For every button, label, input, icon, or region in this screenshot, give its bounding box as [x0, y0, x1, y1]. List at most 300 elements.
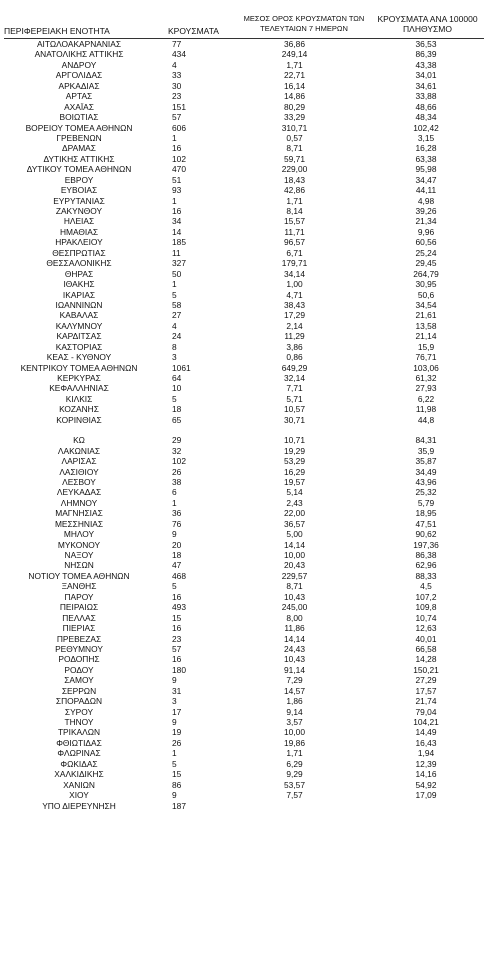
cell-avg7: 14,57	[284, 685, 305, 696]
cell-per100k: 47,51	[415, 518, 437, 529]
cell-per100k: 60,56	[415, 237, 437, 248]
cell-region: ΚΕΦΑΛΛΗΝΙΑΣ	[49, 383, 109, 394]
cell-per100k: 43,96	[415, 476, 437, 487]
cell-avg7: 91,14	[284, 664, 305, 675]
cell-per100k: 88,33	[415, 570, 437, 581]
cell-cases: 50	[172, 268, 182, 279]
cell-per100k: 16,28	[415, 143, 437, 154]
table-row	[0, 727, 487, 737]
cell-avg7: 14,14	[284, 539, 305, 550]
cell-avg7: 18,43	[284, 174, 305, 185]
cell-per100k: 44,11	[415, 185, 437, 196]
cell-per100k: 43,38	[415, 59, 437, 70]
table-row	[0, 748, 487, 758]
cell-per100k: 5,79	[417, 497, 435, 508]
cell-cases: 15	[172, 769, 182, 780]
cell-cases: 185	[172, 237, 186, 248]
table-row	[0, 227, 487, 237]
cell-cases: 17	[172, 706, 182, 717]
cell-per100k: 33,88	[415, 91, 437, 102]
cell-cases: 20	[172, 539, 182, 550]
cell-avg7: 1,71	[286, 59, 303, 70]
table-row	[0, 196, 487, 206]
cell-avg7: 10,00	[284, 727, 305, 738]
cell-avg7: 10,43	[284, 654, 305, 665]
cell-region: ΥΠΟ ΔΙΕΡΕΥΝΗΣΗ	[42, 800, 116, 811]
cell-cases: 6	[172, 487, 177, 498]
cell-per100k: 17,57	[415, 685, 437, 696]
cell-per100k: 25,24	[415, 247, 437, 258]
cell-cases: 4	[172, 59, 177, 70]
cell-region: ΚΑΡΔΙΤΣΑΣ	[56, 331, 102, 342]
cell-region: ΛΑΣΙΘΙΟΥ	[59, 466, 99, 477]
table-row	[0, 801, 487, 811]
table-row	[0, 133, 487, 143]
cell-region: ΛΑΡΙΣΑΣ	[61, 456, 97, 467]
cell-cases: 9	[172, 790, 177, 801]
cell-cases: 1	[172, 497, 177, 508]
cell-region: ΣΑΜΟΥ	[64, 675, 94, 686]
cell-per100k: 12,63	[415, 623, 437, 634]
cell-region: ΣΠΟΡΑΔΩΝ	[55, 696, 103, 707]
table-row	[0, 279, 487, 289]
cell-cases: 23	[172, 91, 182, 102]
cell-per100k: 50,6	[417, 289, 435, 300]
table-row	[0, 759, 487, 769]
cell-cases: 93	[172, 185, 182, 196]
cell-cases: 77	[172, 39, 182, 49]
cell-avg7: 9,29	[286, 769, 303, 780]
table-body	[0, 39, 487, 811]
cell-region: ΦΘΙΩΤΙΔΑΣ	[56, 737, 102, 748]
cell-per100k: 25,32	[415, 487, 437, 498]
cell-region: ΙΚΑΡΙΑΣ	[62, 289, 96, 300]
cell-per100k: 34,49	[415, 466, 437, 477]
cell-avg7: 19,57	[284, 476, 305, 487]
cell-per100k: 63,38	[415, 153, 437, 164]
cell-region: ΠΡΕΒΕΖΑΣ	[56, 633, 102, 644]
cell-region: ΣΥΡΟΥ	[64, 706, 94, 717]
cell-per100k: 264,79	[413, 268, 439, 279]
table-row	[0, 143, 487, 153]
cell-cases: 57	[172, 112, 182, 123]
cell-region: ΙΘΑΚΗΣ	[63, 279, 95, 290]
cell-avg7: 7,57	[286, 790, 303, 801]
cell-cases: 1	[172, 132, 177, 143]
cell-avg7: 14,14	[284, 633, 305, 644]
cell-avg7: 10,57	[284, 404, 305, 415]
cell-cases: 24	[172, 331, 182, 342]
cell-region: ΝΑΞΟΥ	[64, 550, 94, 560]
cell-region: ΡΟΔΟΠΗΣ	[58, 654, 100, 665]
cell-region: ΑΡΤΑΣ	[65, 91, 93, 102]
cell-avg7: 6,29	[286, 758, 303, 769]
table-row	[0, 39, 487, 49]
table-row	[0, 780, 487, 790]
table-row	[0, 550, 487, 560]
table-row	[0, 592, 487, 602]
cell-avg7: 1,71	[286, 195, 303, 206]
cell-region: ΑΝΔΡΟΥ	[61, 59, 97, 70]
cell-per100k: 104,21	[413, 717, 439, 727]
cell-per100k: 44,8	[417, 414, 435, 425]
cell-per100k: 6,22	[417, 393, 435, 404]
cell-avg7: 22,71	[284, 70, 305, 81]
cell-per100k: 79,04	[415, 706, 437, 717]
cell-cases: 58	[172, 299, 182, 310]
cell-cases: 16	[172, 143, 182, 154]
cell-region: ΠΕΛΛΑΣ	[62, 612, 96, 623]
cell-per100k: 86,38	[415, 550, 437, 560]
cell-cases: 64	[172, 373, 182, 383]
cell-avg7: 15,57	[284, 216, 305, 227]
cell-cases: 9	[172, 717, 177, 727]
cell-per100k: 36,53	[415, 39, 437, 49]
cell-per100k: 86,39	[415, 49, 437, 60]
table-row	[0, 623, 487, 633]
cell-avg7: 20,43	[284, 560, 305, 571]
cell-per100k: 61,32	[415, 373, 437, 383]
cell-cases: 3	[172, 696, 177, 707]
cell-region: ΡΟΔΟΥ	[64, 664, 94, 675]
cell-avg7: 245,00	[281, 602, 308, 613]
cell-cases: 1	[172, 279, 177, 290]
cell-avg7: 8,14	[286, 206, 303, 216]
cell-per100k: 1,94	[417, 748, 435, 759]
table-row	[0, 581, 487, 591]
cell-region: ΧΑΝΙΩΝ	[63, 779, 95, 790]
table-row	[0, 373, 487, 383]
cell-avg7: 7,29	[286, 675, 303, 686]
cell-avg7: 1,86	[286, 696, 303, 707]
cell-per100k: 48,66	[415, 101, 437, 112]
table-row	[0, 300, 487, 310]
cell-per100k: 90,62	[415, 529, 437, 540]
cell-avg7: 16,14	[284, 80, 305, 91]
cell-cases: 1	[172, 195, 177, 206]
cell-region: ΚΑΒΑΛΑΣ	[59, 310, 99, 321]
cell-cases: 14	[172, 226, 182, 237]
cell-region: ΧΑΛΚΙΔΙΚΗΣ	[54, 769, 104, 780]
cell-cases: 86	[172, 779, 182, 790]
cell-avg7: 36,57	[284, 518, 305, 529]
cell-per100k: 95,98	[415, 164, 437, 175]
table-row	[0, 49, 487, 59]
cell-per100k: 21,34	[415, 216, 437, 227]
cell-per100k: 34,61	[415, 80, 437, 91]
cell-region: ΛΕΣΒΟΥ	[62, 476, 96, 487]
cell-per100k: 17,09	[415, 790, 437, 801]
cell-avg7: 53,29	[284, 456, 305, 467]
cell-per100k: 21,61	[415, 310, 437, 321]
table-row	[0, 519, 487, 529]
cell-region: ΔΡΑΜΑΣ	[62, 143, 96, 154]
cell-region: ΝΟΤΙΟΥ ΤΟΜΕΑ ΑΘΗΝΩΝ	[28, 570, 130, 581]
cell-avg7: 32,14	[284, 373, 305, 383]
cell-avg7: 1,71	[286, 748, 303, 759]
cell-per100k: 107,2	[415, 591, 437, 602]
table-row	[0, 738, 487, 748]
table-row	[0, 154, 487, 164]
cell-avg7: 4,71	[286, 289, 303, 300]
table-row	[0, 290, 487, 300]
table-row	[0, 415, 487, 425]
table-row	[0, 206, 487, 216]
cell-per100k: 27,93	[415, 383, 437, 394]
cell-region: ΑΧΑΪΑΣ	[64, 101, 94, 112]
cell-region: ΘΕΣΣΑΛΟΝΙΚΗΣ	[46, 258, 112, 269]
table-row	[0, 404, 487, 414]
cell-avg7: 3,86	[286, 341, 303, 352]
cell-avg7: 0,86	[286, 352, 303, 363]
table-row	[0, 91, 487, 101]
cell-cases: 29	[172, 435, 182, 446]
table-row	[0, 237, 487, 247]
cell-region: ΚΟΖΑΝΗΣ	[59, 404, 99, 415]
cell-per100k: 14,28	[415, 654, 437, 665]
table-row	[0, 352, 487, 362]
table-row	[0, 331, 487, 341]
cell-per100k: 84,31	[415, 435, 437, 446]
cell-per100k: 21,14	[415, 331, 437, 342]
cell-cases: 38	[172, 476, 182, 487]
cell-avg7: 80,29	[284, 101, 305, 112]
table-row	[0, 467, 487, 477]
cell-cases: 34	[172, 216, 182, 227]
cell-avg7: 16,29	[284, 466, 305, 477]
cell-avg7: 96,57	[284, 237, 305, 248]
table-row	[0, 216, 487, 226]
table-row	[0, 383, 487, 393]
table-row	[0, 310, 487, 320]
cell-cases: 16	[172, 206, 182, 216]
cell-cases: 18	[172, 404, 182, 415]
cell-avg7: 33,29	[284, 112, 305, 123]
cell-per100k: 18,95	[415, 508, 437, 519]
cell-avg7: 5,14	[286, 487, 303, 498]
cell-cases: 5	[172, 393, 177, 404]
cell-cases: 23	[172, 633, 182, 644]
cell-cases: 493	[172, 602, 186, 613]
table-row	[0, 112, 487, 122]
cell-per100k: 13,58	[415, 320, 437, 331]
table-row	[0, 644, 487, 654]
cell-avg7: 249,14	[281, 49, 308, 60]
cell-region: ΑΙΤΩΛΟΑΚΑΡΝΑΝΙΑΣ	[36, 39, 122, 49]
cell-avg7: 1,00	[286, 279, 303, 290]
table-row	[0, 717, 487, 727]
cell-region: ΦΛΩΡΙΝΑΣ	[57, 748, 101, 759]
cell-avg7: 5,71	[286, 393, 303, 404]
cell-per100k: 10,74	[415, 612, 437, 623]
cell-cases: 1	[172, 748, 177, 759]
cell-cases: 31	[172, 685, 182, 696]
cell-avg7: 36,86	[284, 39, 305, 49]
cell-per100k: 4,98	[417, 195, 435, 206]
cell-region: ΡΕΘΥΜΝΟΥ	[55, 643, 103, 654]
cell-cases: 30	[172, 80, 182, 91]
cell-region: ΜΕΣΣΗΝΙΑΣ	[54, 518, 104, 529]
cell-region: ΤΗΝΟΥ	[64, 717, 94, 727]
table-row	[0, 248, 487, 258]
cell-cases: 9	[172, 675, 177, 686]
cell-avg7: 229,00	[281, 164, 308, 175]
cell-avg7: 229,57	[281, 570, 308, 581]
cell-avg7: 8,71	[286, 143, 303, 154]
cell-region: ΙΩΑΝΝΙΝΩΝ	[55, 299, 103, 310]
table-row	[0, 363, 487, 373]
cell-region: ΛΗΜΝΟΥ	[60, 497, 98, 508]
table-row	[0, 102, 487, 112]
cell-cases: 8	[172, 341, 177, 352]
cell-per100k: 3,15	[417, 132, 435, 143]
cell-per100k: 30,95	[415, 279, 437, 290]
table-row	[0, 540, 487, 550]
cell-avg7: 2,43	[286, 497, 303, 508]
cell-cases: 5	[172, 581, 177, 592]
cell-avg7: 8,71	[286, 581, 303, 592]
cell-region: ΠΑΡΟΥ	[64, 591, 94, 602]
header-cases: ΚΡΟΥΣΜΑΤΑ	[168, 26, 219, 36]
table-row	[0, 790, 487, 800]
cell-per100k: 62,96	[415, 560, 437, 571]
cell-region: ΔΥΤΙΚΟΥ ΤΟΜΕΑ ΑΘΗΝΩΝ	[26, 164, 132, 175]
cell-per100k: 27,29	[415, 675, 437, 686]
cell-avg7: 9,14	[286, 706, 303, 717]
table-row	[0, 487, 487, 497]
cell-avg7: 0,57	[286, 132, 303, 143]
cell-cases: 151	[172, 101, 186, 112]
cell-per100k: 21,74	[415, 696, 437, 707]
cell-cases: 32	[172, 445, 182, 456]
cell-per100k: 34,54	[415, 299, 437, 310]
cell-region: ΗΡΑΚΛΕΙΟΥ	[55, 237, 103, 248]
cell-region: ΜΗΛΟΥ	[63, 529, 95, 540]
table-row	[0, 707, 487, 717]
cell-cases: 51	[172, 174, 182, 185]
table-row	[0, 634, 487, 644]
cell-per100k: 34,01	[415, 70, 437, 81]
cell-cases: 65	[172, 414, 182, 425]
cell-region: ΦΩΚΙΔΑΣ	[60, 758, 98, 769]
cell-region: ΒΟΡΕΙΟΥ ΤΟΜΕΑ ΑΘΗΝΩΝ	[25, 122, 133, 133]
cell-region: ΗΜΑΘΙΑΣ	[59, 226, 99, 237]
table-row	[0, 529, 487, 539]
table-row	[0, 81, 487, 91]
table-row	[0, 498, 487, 508]
cell-cases: 102	[172, 153, 186, 164]
cell-per100k: 39,26	[415, 206, 437, 216]
cell-avg7: 649,29	[281, 362, 308, 373]
cell-per100k: 54,92	[415, 779, 437, 790]
cell-region: ΘΕΣΠΡΩΤΙΑΣ	[52, 247, 106, 258]
cell-region: ΚΟΡΙΝΘΙΑΣ	[56, 414, 102, 425]
table-row	[0, 60, 487, 70]
header-per100k: ΚΡΟΥΣΜΑΤΑ ΑΝΑ 100000 ΠΛΗΘΥΣΜΟ	[377, 14, 478, 34]
table-row	[0, 769, 487, 779]
table-row	[0, 185, 487, 195]
cell-per100k: 109,8	[415, 602, 437, 613]
cell-avg7: 59,71	[284, 153, 305, 164]
cell-avg7: 3,57	[286, 717, 303, 727]
cell-avg7: 17,29	[284, 310, 305, 321]
cell-cases: 470	[172, 164, 186, 175]
cell-avg7: 310,71	[281, 122, 308, 133]
table-row	[0, 269, 487, 279]
table-row	[0, 258, 487, 268]
cell-per100k: 35,9	[417, 445, 435, 456]
cell-per100k: 4,5	[420, 581, 432, 592]
cell-avg7: 7,71	[286, 383, 303, 394]
table-row	[0, 696, 487, 706]
cell-cases: 36	[172, 508, 182, 519]
cell-region: ΖΑΚΥΝΘΟΥ	[55, 206, 103, 216]
cell-per100k: 34,47	[415, 174, 437, 185]
cell-per100k: 102,42	[413, 122, 439, 133]
cell-cases: 187	[172, 800, 186, 811]
cell-cases: 18	[172, 550, 182, 560]
cell-per100k: 48,34	[415, 112, 437, 123]
cell-per100k: 76,71	[415, 352, 437, 363]
cell-cases: 26	[172, 466, 182, 477]
cell-avg7: 2,14	[286, 320, 303, 331]
cell-avg7: 42,86	[284, 185, 305, 196]
cell-cases: 11	[172, 247, 181, 258]
table-row	[0, 477, 487, 487]
table-row	[0, 654, 487, 664]
cell-cases: 327	[172, 258, 186, 269]
cell-cases: 468	[172, 570, 186, 581]
cell-region: ΕΥΡΥΤΑΝΙΑΣ	[53, 195, 105, 206]
table-row	[0, 675, 487, 685]
cell-region: ΚΙΛΚΙΣ	[65, 393, 93, 404]
cell-region: ΚΩ	[73, 435, 85, 446]
cell-avg7: 30,71	[284, 414, 305, 425]
cell-per100k: 9,96	[417, 226, 435, 237]
cell-per100k: 197,36	[413, 539, 439, 550]
cell-region: ΕΒΡΟΥ	[64, 174, 94, 185]
cell-region: ΚΕΡΚΥΡΑΣ	[57, 373, 101, 383]
cell-cases: 16	[172, 623, 182, 634]
cell-region: ΛΕΥΚΑΔΑΣ	[56, 487, 102, 498]
table-row	[0, 560, 487, 570]
table-row	[0, 164, 487, 174]
header-avg7: ΜΕΣΟΣ ΟΡΟΣ ΚΡΟΥΣΜΑΤΩΝ ΤΩΝ ΤΕΛΕΥΤΑΙΩΝ 7 ΗΜΕΡΩΝ	[243, 14, 365, 33]
cell-cases: 1061	[172, 362, 191, 373]
cell-avg7: 22,00	[284, 508, 305, 519]
cell-region: ΑΡΓΟΛΙΔΑΣ	[55, 70, 103, 81]
cell-cases: 434	[172, 49, 186, 60]
cell-cases: 3	[172, 352, 177, 363]
cell-region: ΝΗΣΩΝ	[64, 560, 94, 571]
cell-avg7: 10,71	[284, 435, 305, 446]
cell-region: ΑΝΑΤΟΛΙΚΗΣ ΑΤΤΙΚΗΣ	[34, 49, 124, 60]
cell-avg7: 19,29	[284, 445, 305, 456]
cell-cases: 10	[172, 383, 182, 394]
cell-region: ΜΥΚΟΝΟΥ	[57, 539, 101, 550]
cell-avg7: 8,00	[286, 612, 303, 623]
cell-region: ΞΑΝΘΗΣ	[61, 581, 97, 592]
cell-per100k: 11,98	[415, 404, 437, 415]
cell-avg7: 38,43	[284, 299, 305, 310]
table-row	[0, 686, 487, 696]
cell-cases: 33	[172, 70, 182, 81]
cell-per100k: 15,9	[417, 341, 435, 352]
cell-region: ΓΡΕΒΕΝΩΝ	[56, 132, 102, 143]
cell-avg7: 10,43	[284, 591, 305, 602]
cell-region: ΚΑΛΥΜΝΟΥ	[55, 320, 103, 331]
cell-avg7: 11,29	[284, 331, 305, 342]
